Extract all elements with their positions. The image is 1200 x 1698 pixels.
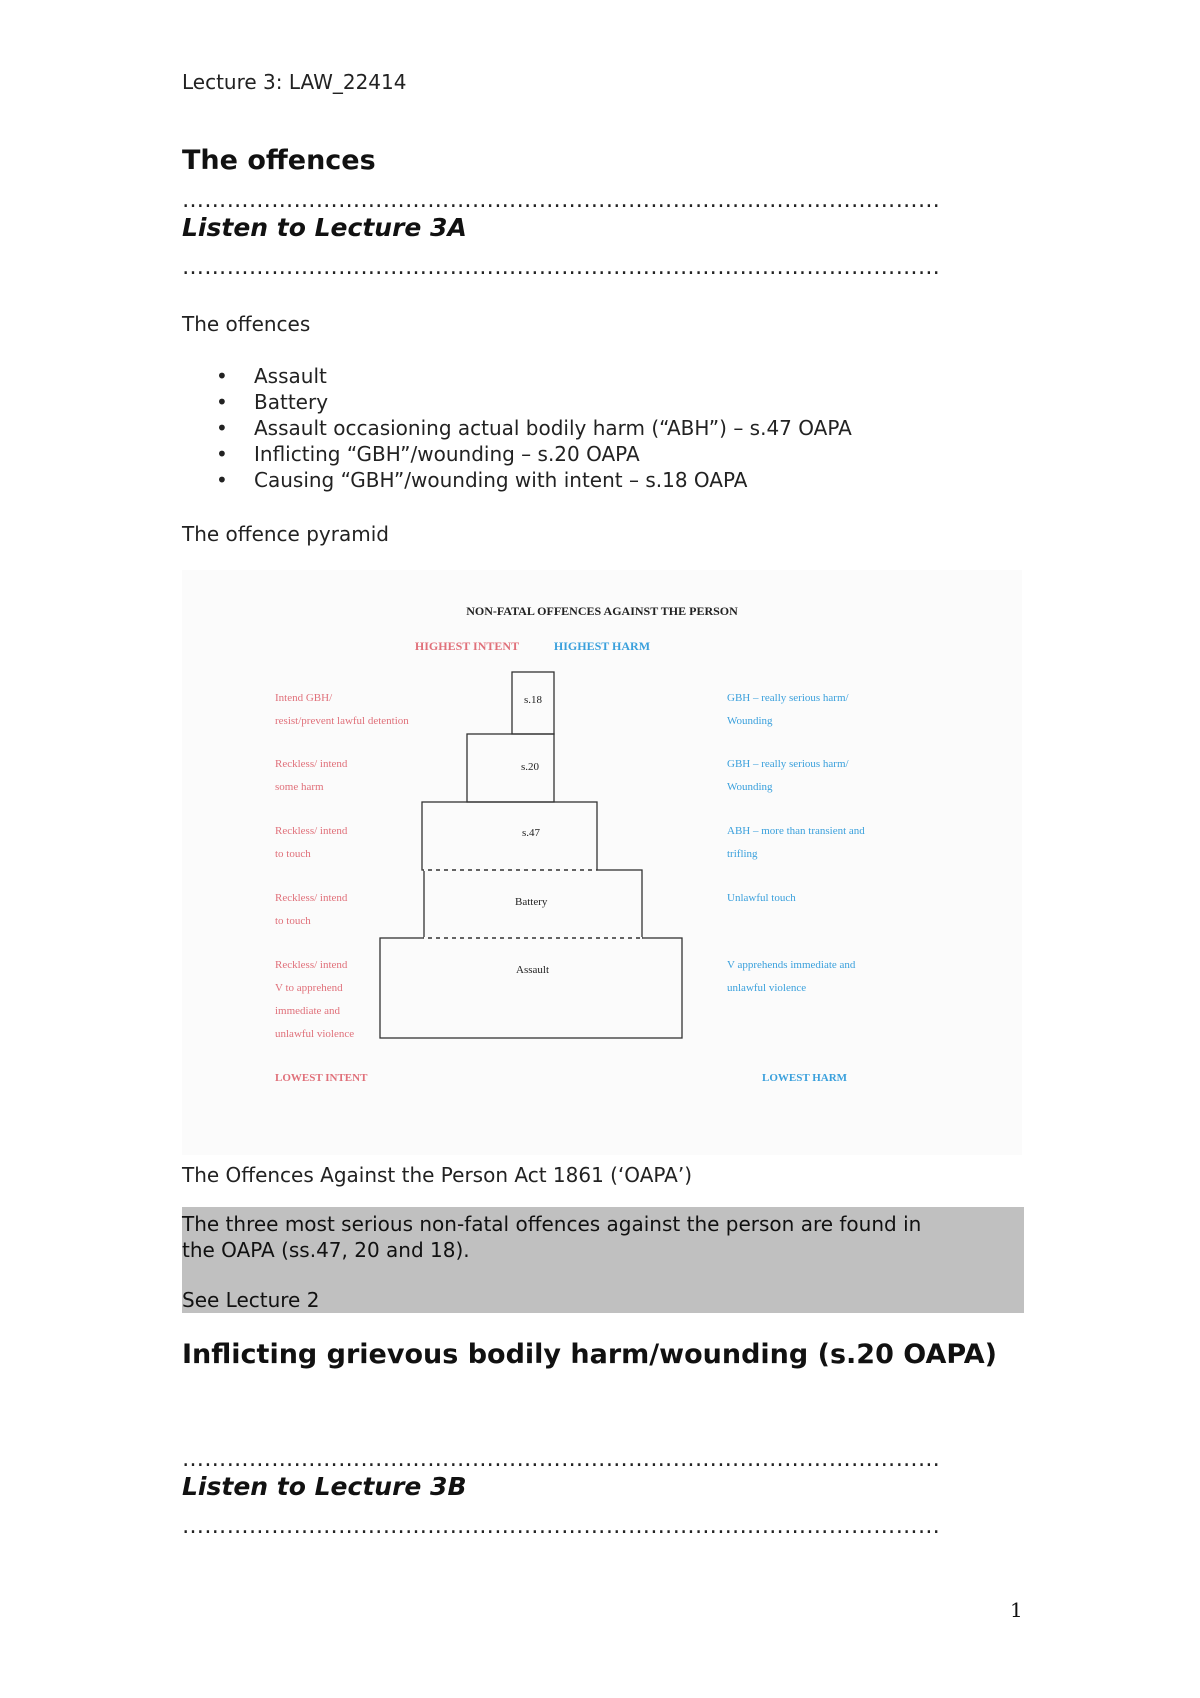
intent-text: some harm xyxy=(275,781,324,793)
figure-title: NON-FATAL OFFENCES AGAINST THE PERSON xyxy=(466,604,738,618)
harm-text: unlawful violence xyxy=(727,982,807,994)
tier-assault-label: Assault xyxy=(516,964,549,976)
section-title: The offences xyxy=(182,145,376,176)
highlight-line: The three most serious non-fatal offences against the person are found in xyxy=(182,1212,922,1236)
subheading: The offences xyxy=(182,312,311,336)
see-lecture-text: See Lecture 2 xyxy=(182,1288,320,1312)
dotted-separator: ………………………………………………………………………………………… xyxy=(182,188,941,213)
highest-intent-label: HIGHEST INTENT xyxy=(414,639,520,653)
harm-text: ABH – more than transient and xyxy=(727,825,865,837)
bullet-icon: • xyxy=(216,442,228,466)
pyramid-diagram xyxy=(182,570,1022,1155)
highest-harm-label: HIGHEST HARM xyxy=(553,639,651,653)
list-item: • Assault occasioning actual bodily harm (“ABH”) – s.47 OAPA xyxy=(216,416,852,440)
harm-text: GBH – really serious harm/ xyxy=(727,758,849,770)
intent-text: Reckless/ intend xyxy=(275,825,348,837)
harm-text: GBH – really serious harm/ xyxy=(727,692,849,704)
listen-link[interactable]: Listen to Lecture 3A xyxy=(182,213,467,242)
intent-column xyxy=(275,692,409,1040)
bullet-icon: • xyxy=(216,468,228,492)
tier-s18-label: s.18 xyxy=(524,694,543,706)
harm-text: Wounding xyxy=(727,715,773,727)
offence-pyramid-figure xyxy=(182,570,1022,1155)
harm-text: V apprehends immediate and xyxy=(727,959,856,971)
page-header: Lecture 3: LAW_22414 xyxy=(182,70,407,94)
list-item: • Causing “GBH”/wounding with intent – s.18 OAPA xyxy=(216,468,748,492)
intent-text: to touch xyxy=(275,848,311,860)
dotted-separator: ………………………………………………………………………………………… xyxy=(182,1514,941,1539)
pyramid-label: The offence pyramid xyxy=(182,522,389,546)
list-item: • Inflicting “GBH”/wounding – s.20 OAPA xyxy=(216,442,640,466)
tier-battery-label: Battery xyxy=(515,896,548,908)
lowest-intent-label: LOWEST INTENT xyxy=(275,1072,368,1084)
intent-text: to touch xyxy=(275,915,311,927)
intent-text: Reckless/ intend xyxy=(275,959,348,971)
offence-list xyxy=(182,363,852,493)
bullet-icon: • xyxy=(216,364,228,388)
intent-text: V to apprehend xyxy=(275,982,343,994)
intent-text: Reckless/ intend xyxy=(275,892,348,904)
oapa-heading: The Offences Against the Person Act 1861 (‘OAPA’) xyxy=(182,1163,692,1187)
block-assault xyxy=(380,938,682,1038)
list-item: • Assault xyxy=(216,364,327,388)
list-item: • Battery xyxy=(216,390,329,414)
highlight-line: the OAPA (ss.47, 20 and 18). xyxy=(182,1238,470,1262)
block-s47 xyxy=(422,802,597,870)
intent-text: unlawful violence xyxy=(275,1028,355,1040)
intent-text: Intend GBH/ xyxy=(275,692,333,704)
harm-column xyxy=(727,692,865,994)
pyramid-blocks xyxy=(380,672,682,1038)
intent-text: Reckless/ intend xyxy=(275,758,348,770)
bullet-icon: • xyxy=(216,416,228,440)
block-s20 xyxy=(467,734,554,802)
listen-link[interactable]: Listen to Lecture 3B xyxy=(182,1472,467,1501)
page-number: 1 xyxy=(1010,1598,1023,1622)
section-title: Inflicting grievous bodily harm/wounding (s.20 OAPA) xyxy=(182,1339,997,1370)
harm-text: trifling xyxy=(727,848,758,860)
dotted-separator: ………………………………………………………………………………………… xyxy=(182,1447,941,1472)
lowest-harm-label: LOWEST HARM xyxy=(762,1072,848,1084)
dotted-separator: ………………………………………………………………………………………… xyxy=(182,255,941,280)
bullet-icon: • xyxy=(216,390,228,414)
tier-s20-label: s.20 xyxy=(521,761,540,773)
intent-text: immediate and xyxy=(275,1005,341,1017)
harm-text: Unlawful touch xyxy=(727,892,796,904)
harm-text: Wounding xyxy=(727,781,773,793)
tier-s47-label: s.47 xyxy=(522,827,541,839)
intent-text: resist/prevent lawful detention xyxy=(275,715,409,727)
